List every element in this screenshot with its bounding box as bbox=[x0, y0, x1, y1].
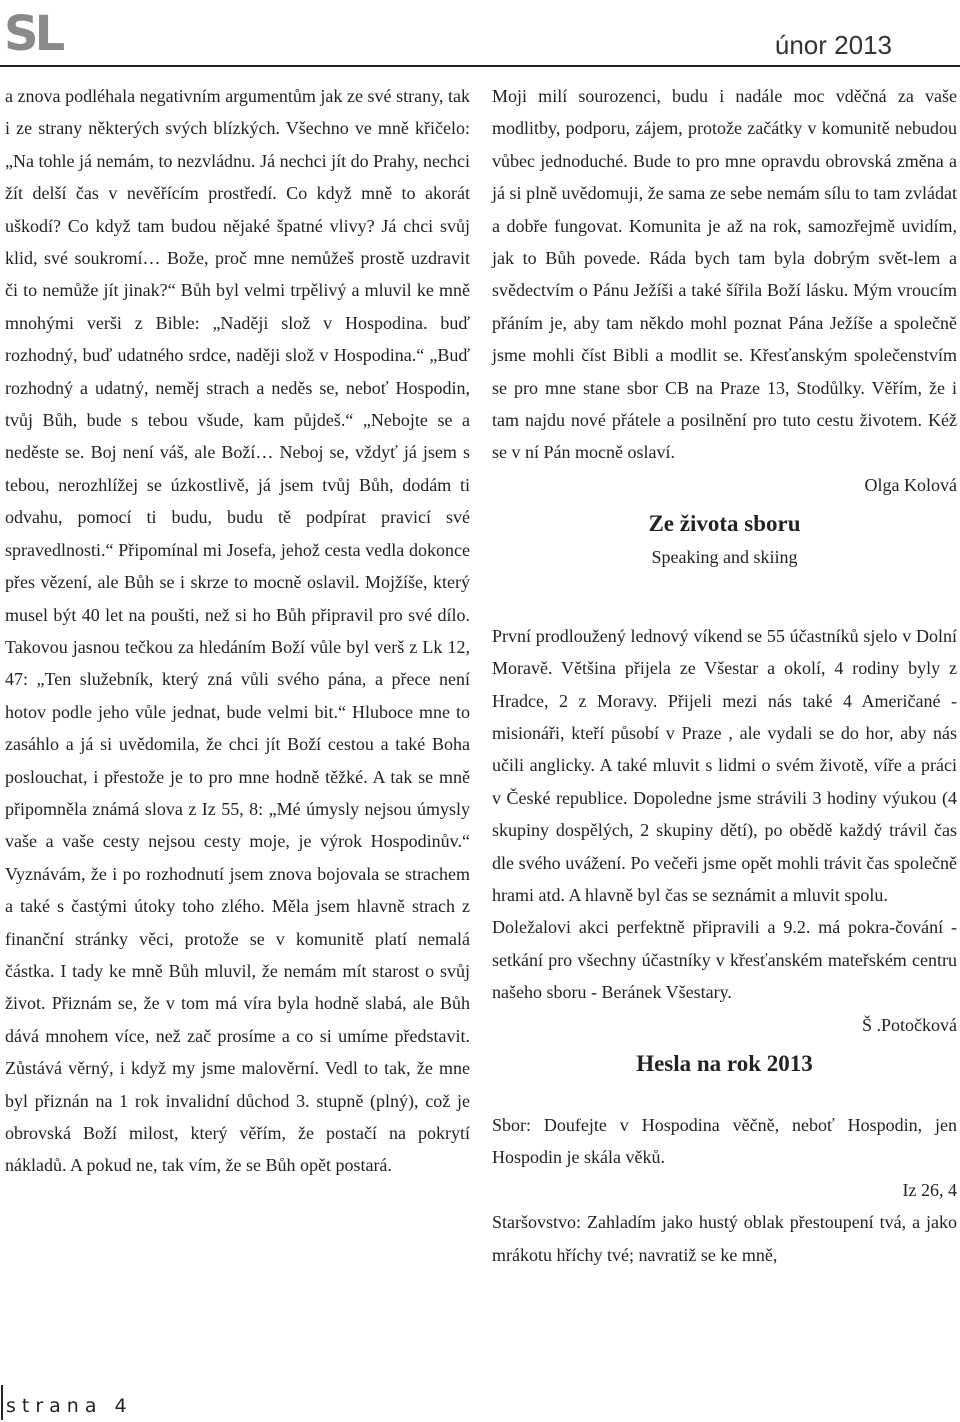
letter-text: Moji milí sourozenci, budu i nadále moc vděčná za vaše modlitby, podporu, zájem, protože začátky v komunitě nebudou vůbec jednoduché. Bude to pro mne opravdu obrovská změna a já si plně uvědomuji, že sama ze sebe nemám sílu to tam zvládat a dobře fungovat. Komunita je až na rok, samozřejmě uvidím, jak to Bůh povede. Ráda bych tam byla dobrým svět-lem a svědectvím o Pánu Ježíši a také šířila Boží lásku. Mým vroucím přáním je, aby tam někdo mohl poznat Pána Ježíše a společně jsme mohli číst Bibli a modlit se. Křesťanským společenstvím se pro mne stane sbor CB na Praze 13, Stodůlky. Věřím, že i tam najdu nové přátele a posilnění pro tuto cestu životem. Kéž se v ní Pán mocně oslaví. bbox=[492, 86, 957, 463]
motto-reference: Iz 26, 4 bbox=[902, 1179, 957, 1200]
header-rule bbox=[0, 65, 960, 67]
issue-date: únor 2013 bbox=[774, 30, 892, 60]
motto-starsovstvo: Staršovstvo: Zahladím jako hustý oblak přestoupení tvá, a jako mrákotu hříchy tvé; navratiž se ke mně, bbox=[492, 1212, 957, 1265]
motto-sbor: Sbor: Doufejte v Hospodina věčně, neboť Hospodin, jen Hospodin je skála věků. bbox=[492, 1114, 957, 1168]
footer-mark bbox=[1, 1385, 3, 1420]
left-column bbox=[5, 80, 470, 1182]
magazine-logo-text: SL bbox=[4, 6, 62, 62]
section-title-hesla: Hesla na rok 2013 bbox=[636, 1050, 813, 1076]
letter-signature: Olga Kolová bbox=[864, 474, 957, 495]
section-subtitle: Speaking and skiing bbox=[651, 547, 798, 568]
page-number: strana 4 bbox=[6, 1395, 133, 1417]
section-title-ze-zivota-sboru: Ze života sboru bbox=[648, 511, 801, 537]
spacer bbox=[492, 592, 957, 620]
section1-text-continued: Doležalovi akci perfektně připravili a 9.2. má pokra-čování - setkání pro všechny účastníky v křesťanském mateřském centru našeho sboru - Beránek Všestary. bbox=[492, 917, 957, 1003]
magazine-logo bbox=[4, 6, 62, 62]
left-column-text: a znova podléhala negativním argumentům jak ze své strany, tak i ze strany některých svých blízkých. Všechno ve mně křičelo: „Na tohle já nemám, to nezvládnu. Já nechci jít do Prahy, nechci žít delší čas v nevěřícím prostředí. Co když mně to akorát uškodí? Co když tam budou nějaké špatné vlivy? Já chci svůj klid, své soukromí… Bože, proč mne nemůžeš prostě uzdravit či to nemůže jít jinak?“ Bůh byl velmi trpělivý a mluvil ke mně mnohými verši z Bible: „Naději slož v Hospodina. buď rozhodný, buď udatného srdce, naději slož v Hospodina.“ „Buď rozhodný a udatný, neměj strach a neděs se, neboť Hospodin, tvůj Bůh, bude s tebou všude, kam půjdeš.“ „Nebojte se a neděste se. Boj není váš, ale Boží… Neboj se, vždyť já jsem s tebou, nerozhlížej se úzkostlivě, já jsem tvůj Bůh, dodám ti odvahu, pomocí ti budu, budu tě podpírat pravicí své spravedlnosti.“ Připomínal mi Josefa, jehož cesta vedla dokonce přes vězení, ale Bůh se i skrze to mocně oslavil. Mojžíše, který musel být 40 let na poušti, než si ho Bůh připravil pro své dílo. Takovou jasnou tečkou za hledáním Boží vůle byl verš z Lk 12, 47: „Ten služebník, který zná vůli svého pána, a přece není hotov podle jeho vůle jednat, bude velmi bit.“ Hluboce mne to zasáhlo a já si uvědomila, že chci jít Boží cestou a také Boha poslouchat, i přestože je to pro mne hodně těžké. A tak se mně připomněla známá slova z Iz 55, 8: „Mé úmysly nejsou úmysly vaše a vaše cesty nejsou cesty moje, je výrok Hospodinův.“ Vyznávám, že i po rozhodnutí jsem znova bojovala se strachem a také s častými útoky toho zlého. Měla jsem hlavně strach z finanční stránky věci, protože se v komunitě platí nemalá částka. I tady ke mně Bůh mluvil, že nemám mít starost o svůj život. Přiznám se, že v tom má víra byla hodně slabá, ale Bůh dává mnohem více, než zač prosíme a co si umíme představit. Zůstává věrný, i když my jsme malověrní. Vedl to tak, že mne byl přiznán na 1 rok invalidní důchod 3. stupně (plný), což je obrovská Boží milost, který věřím, že postačí na pokrytí nákladů. A pokud ne, tak vím, že se Bůh opět postará. bbox=[5, 86, 470, 1176]
right-column bbox=[492, 80, 957, 1271]
section1-text: První prodloužený lednový víkend se 55 účastníků sjelo v Dolní Moravě. Většina přijela ze Všestar a okolí, 4 rodiny byly z Hradce, 2 z Moravy. Přijeli mezi nás také 4 Američané - misionáři, kteří působí v Praze , ale vydali se do hor, aby nás učili anglicky. A také mluvit s lidmi o svém životě, víře a práci v České republice. Dopoledne jsme strávili 3 hodiny výukou (4 skupiny dospělých, 2 skupiny dětí), po obědě každý trávil čas dle svého uvážení. Po večeři jsme opět mohli trávit čas společně hrami atd. A hlavně byl čas se seznámit a mluvit spolu. bbox=[492, 625, 957, 905]
spacer bbox=[492, 1081, 957, 1109]
section1-signature: Š .Potočková bbox=[861, 1014, 957, 1035]
